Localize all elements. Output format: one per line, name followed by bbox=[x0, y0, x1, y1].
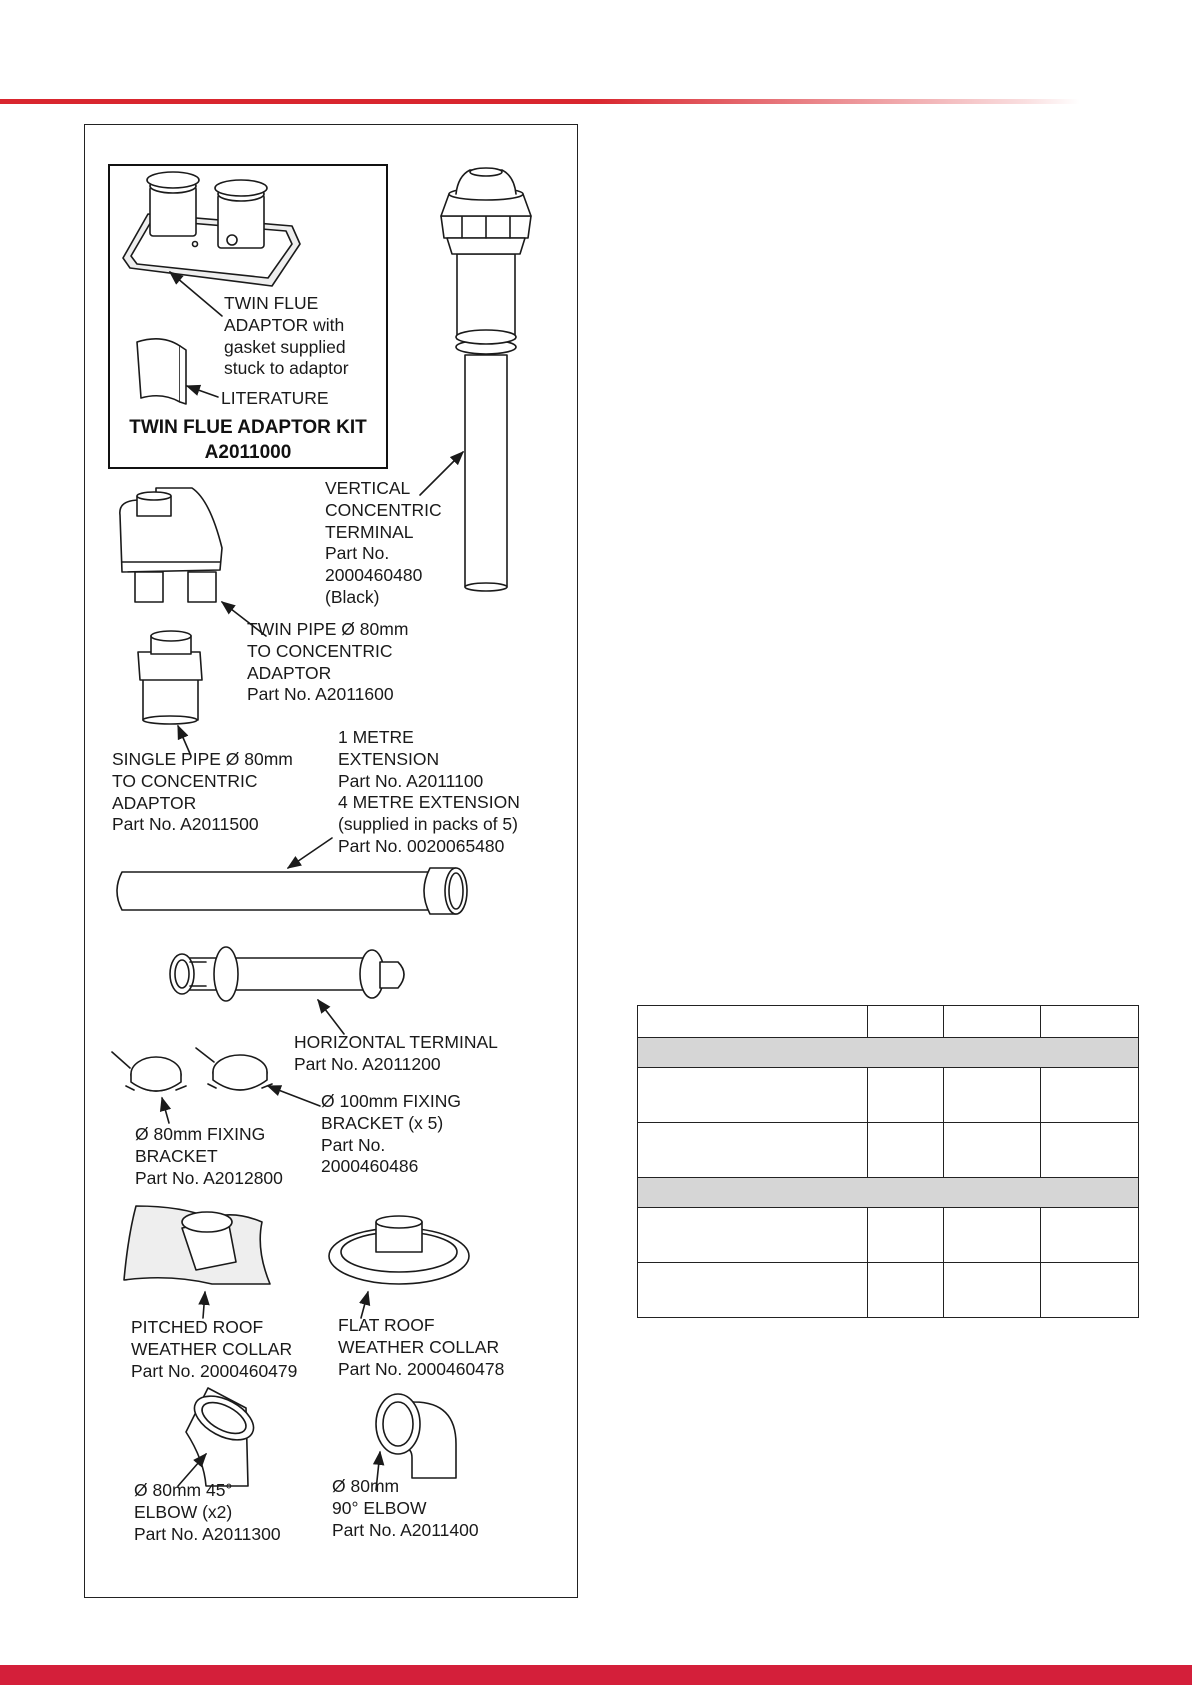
single-pipe-adaptor-icon bbox=[138, 631, 202, 724]
elbow-90-label: Ø 80mm 90° ELBOW Part No. A2011400 bbox=[332, 1476, 479, 1540]
footer-accent-band bbox=[0, 1665, 1192, 1685]
flat-roof-collar-label: FLAT ROOF WEATHER COLLAR Part No. 2000460478 bbox=[338, 1315, 505, 1379]
table-header-row bbox=[638, 1006, 1139, 1038]
flat-roof-collar-icon bbox=[329, 1216, 469, 1284]
elbow-90-icon bbox=[376, 1394, 456, 1478]
twin-flue-adaptor-label: TWIN FLUE ADAPTOR with gasket supplied stuck to adaptor bbox=[224, 293, 349, 379]
literature-label: LITERATURE bbox=[221, 388, 329, 408]
bracket-80-label: Ø 80mm FIXING BRACKET Part No. A2012800 bbox=[135, 1124, 283, 1188]
pitched-roof-collar-label: PITCHED ROOF WEATHER COLLAR Part No. 2000460479 bbox=[131, 1317, 298, 1381]
bracket-100-icon bbox=[196, 1048, 272, 1090]
table-section-row bbox=[638, 1178, 1139, 1208]
vertical-terminal-label: VERTICAL CONCENTRIC TERMINAL Part No. 2000460480 (Black) bbox=[325, 478, 442, 607]
table-row bbox=[638, 1123, 1139, 1178]
pitched-collar-leader-arrow bbox=[203, 1292, 205, 1318]
extension-label: 1 METRE EXTENSION Part No. A2011100 4 METRE EXTENSION (supplied in packs of 5) Part No. 0020065480 bbox=[338, 727, 520, 856]
horizontal-terminal-label: HORIZONTAL TERMINAL Part No. A2011200 bbox=[294, 1032, 498, 1074]
table-row bbox=[638, 1263, 1139, 1318]
literature-leader-arrow bbox=[187, 386, 218, 397]
bracket-100-leader-arrow bbox=[268, 1086, 320, 1106]
flue-length-table bbox=[637, 1005, 1139, 1318]
twin-pipe-adaptor-icon bbox=[120, 488, 222, 602]
elbow-45-label: Ø 80mm 45° ELBOW (x2) Part No. A2011300 bbox=[134, 1480, 281, 1544]
bracket-80-icon bbox=[112, 1052, 186, 1091]
horizontal-terminal-icon bbox=[170, 947, 404, 1001]
table-row bbox=[638, 1068, 1139, 1123]
single-pipe-adaptor-label: SINGLE PIPE Ø 80mm TO CONCENTRIC ADAPTOR Part No. A2011500 bbox=[112, 749, 293, 835]
table-section-row bbox=[638, 1038, 1139, 1068]
literature-icon bbox=[137, 339, 186, 404]
pitched-roof-collar-icon bbox=[124, 1206, 270, 1284]
bracket-100-label: Ø 100mm FIXING BRACKET (x 5) Part No. 2000460486 bbox=[321, 1091, 462, 1177]
elbow-45-icon bbox=[186, 1387, 261, 1486]
vertical-terminal-icon bbox=[441, 168, 531, 591]
twin-pipe-adaptor-label: TWIN PIPE Ø 80mm TO CONCENTRIC ADAPTOR Part No. A2011600 bbox=[247, 619, 409, 705]
twin-flue-adaptor-icon bbox=[123, 172, 300, 286]
bracket-80-leader-arrow bbox=[162, 1098, 169, 1123]
table-row bbox=[638, 1208, 1139, 1263]
kit-title: TWIN FLUE ADAPTOR KIT bbox=[129, 417, 367, 438]
extension-pipe-icon bbox=[117, 868, 467, 914]
kit-part-number: A2011000 bbox=[204, 442, 292, 463]
extension-leader-arrow bbox=[288, 838, 332, 868]
horizontal-terminal-leader-arrow bbox=[318, 1000, 344, 1034]
